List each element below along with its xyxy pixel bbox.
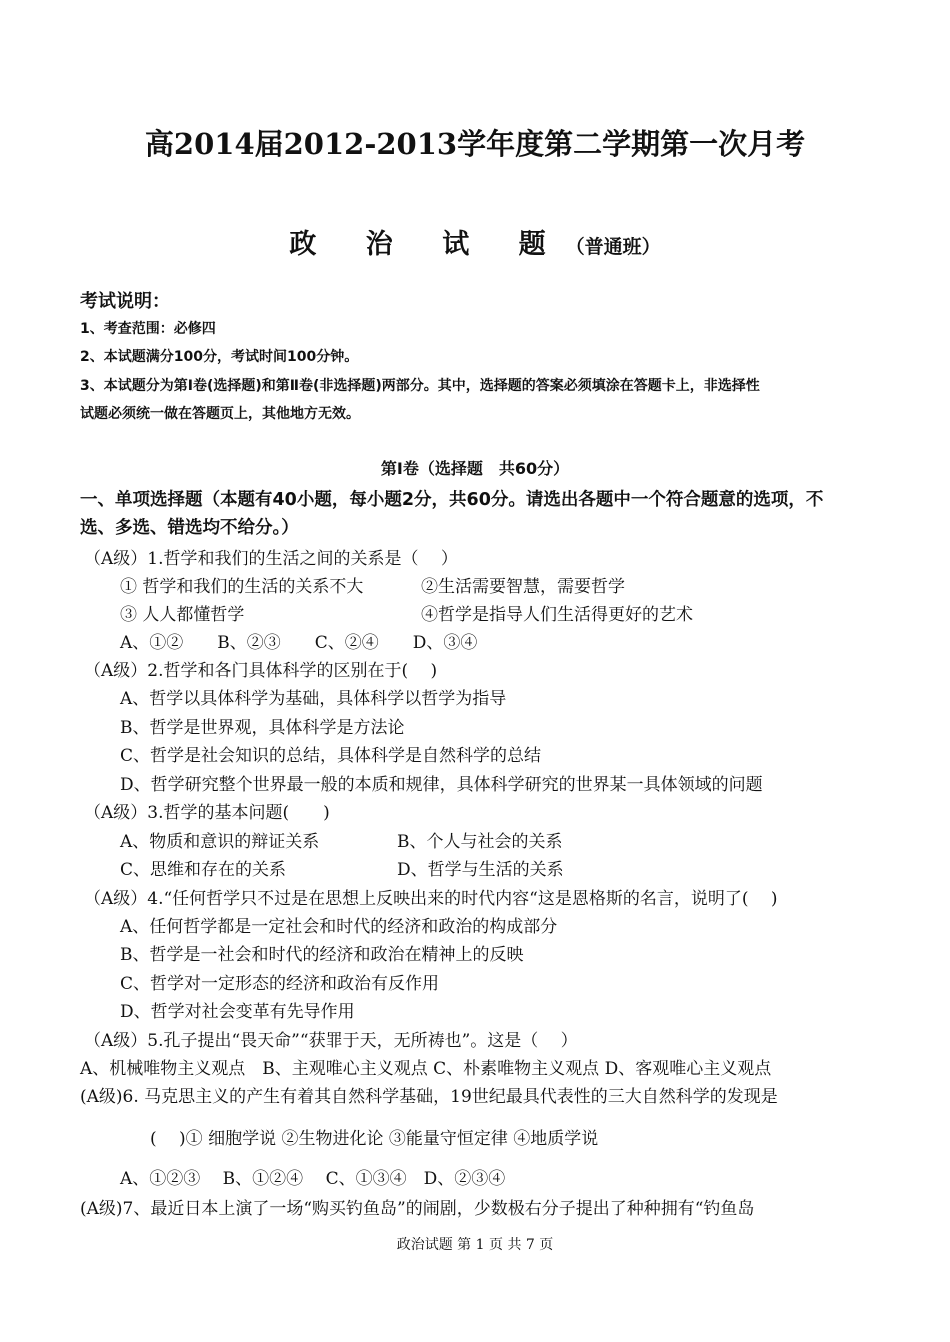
- instructions-heading: 考试说明：: [80, 291, 170, 312]
- question-statements: ( )① 细胞学说 ②生物进化论 ③能量守恒定律 ④地质学说: [150, 1129, 599, 1149]
- instruction-item: 试题必须统一做在答题页上，其他地方无效。: [80, 406, 360, 422]
- question-statement: ④哲学是指导人们生活得更好的艺术: [421, 605, 693, 625]
- exam-title: 高2014届2012-2013学年度第二学期第一次月考: [144, 127, 806, 161]
- answer-choices: A、①②③ B、①②④ C、①③④ D、②③④: [120, 1169, 506, 1189]
- question-stem: （A级）5.孔子提出“畏天命”“获罪于天，无所祷也”。这是（ ）: [84, 1031, 578, 1051]
- answer-option: A、任何哲学都是一定社会和时代的经济和政治的构成部分: [120, 917, 558, 937]
- answer-option: C、哲学对一定形态的经济和政治有反作用: [120, 974, 440, 994]
- instruction-item: 1、考查范围：必修四: [80, 321, 216, 337]
- answer-option: D、哲学研究整个世界最一般的本质和规律，具体科学研究的世界某一具体领域的问题: [120, 775, 763, 795]
- class-type: （普通班）: [565, 236, 661, 258]
- question-stem: （A级）3.哲学的基本问题( ): [84, 803, 330, 823]
- answer-option: A、哲学以具体科学为基础，具体科学以哲学为指导: [120, 689, 507, 709]
- answer-option: A、物质和意识的辩证关系: [120, 832, 320, 852]
- subject-name: 政 治 试 题: [289, 229, 566, 260]
- question-stem: （A级）4.“任何哲学只不过是在思想上反映出来的时代内容“这是恩格斯的名言，说明了( ): [84, 889, 778, 909]
- answer-option: D、哲学与生活的关系: [397, 860, 564, 880]
- page-footer: 政治试题 第 1 页 共 7 页: [396, 1237, 554, 1253]
- question-stem: (A级)6. 马克思主义的产生有着其自然科学基础，19世纪最具代表性的三大自然科学的发现是: [80, 1087, 778, 1107]
- part-title-line-1: 一、单项选择题（本题有40小题，每小题2分，共60分。请选出各题中一个符合题意的选项，不: [80, 490, 824, 510]
- section-heading: 第Ⅰ卷（选择题 共60分）: [380, 459, 570, 478]
- question-stem: (A级)7、最近日本上演了一场“购买钓鱼岛”的闹剧，少数极右分子提出了种种拥有“钓鱼岛: [80, 1199, 755, 1219]
- exam-subject-heading: [0, 222, 950, 261]
- answer-option: B、哲学是一社会和时代的经济和政治在精神上的反映: [120, 945, 524, 965]
- question-statement: ③ 人人都懂哲学: [120, 605, 245, 625]
- instruction-item: 3、本试题分为第Ⅰ卷(选择题)和第Ⅱ卷(非选择题)两部分。其中，选择题的答案必须填涂在答题卡上，非选择性: [80, 378, 760, 394]
- answer-options: A、机械唯物主义观点 B、主观唯心主义观点 C、朴素唯物主义观点 D、客观唯心主义观点: [80, 1059, 772, 1079]
- answer-option: C、哲学是社会知识的总结，具体科学是自然科学的总结: [120, 746, 542, 766]
- answer-choices: A、①② B、②③ C、②④ D、③④: [120, 633, 478, 653]
- question-statement: ②生活需要智慧，需要哲学: [421, 577, 625, 597]
- part-title-line-2: 选、多选、错选均不给分。）: [80, 518, 299, 538]
- answer-option: B、个人与社会的关系: [397, 832, 563, 852]
- question-stem: （A级）1.哲学和我们的生活之间的关系是（ ）: [84, 549, 458, 569]
- question-stem: （A级）2.哲学和各门具体科学的区别在于( ): [84, 661, 438, 681]
- answer-option: B、哲学是世界观，具体科学是方法论: [120, 718, 405, 738]
- answer-option: C、思维和存在的关系: [120, 860, 287, 880]
- question-statement: ① 哲学和我们的生活的关系不大: [120, 577, 364, 597]
- answer-option: D、哲学对社会变革有先导作用: [120, 1002, 355, 1022]
- instruction-item: 2、本试题满分100分，考试时间100分钟。: [80, 349, 359, 365]
